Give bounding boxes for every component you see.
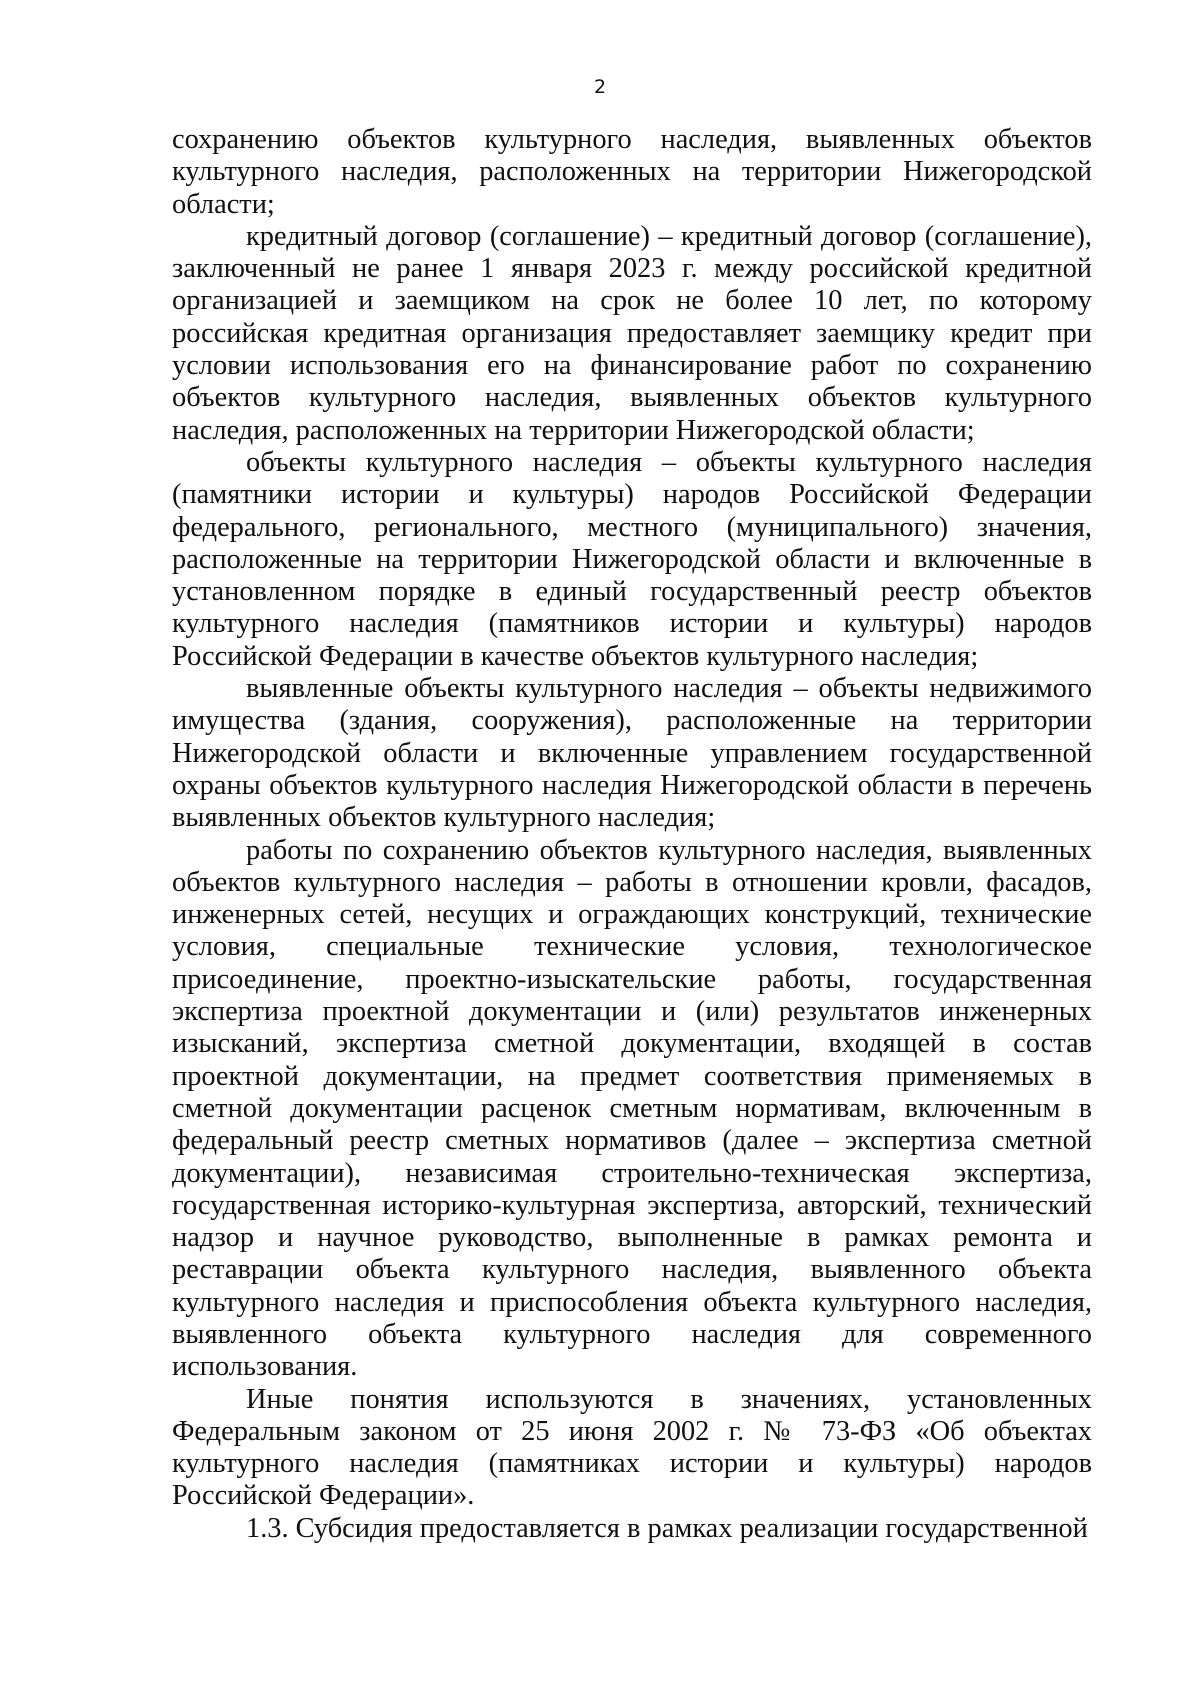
paragraph-other-terms: Иные понятия используются в значениях, установленных Федеральным законом от 25 июня 2002 г. № 73-ФЗ «Об объектах культурного наследия (памятниках истории и культуры) народов Российской Федерации». (172, 1383, 1092, 1512)
paragraph-section-1-3: 1.3. Субсидия предоставляется в рамках реализации государственной (246, 1512, 1088, 1544)
document-body (172, 124, 1092, 1545)
paragraph-credit-agreement-definition: кредитный договор (соглашение) – кредитный договор (соглашение), заключенный не ранее 1 января 2023 г. между российской кредитной организацией и заемщиком на срок не более 10 лет, по которому российская кредитная организация предоставляет заемщику кредит при условии использования его на финансирование работ по сохранению объектов культурного наследия, выявленных объектов культурного наследия, расположенных на территории Нижегородской области; (172, 220, 1092, 446)
paragraph-preservation-works-definition: работы по сохранению объектов культурного наследия, выявленных объектов культурного наследия – работы в отношении кровли, фасадов, инженерных сетей, несущих и ограждающих конструкций, технические условия, специальные технические условия, технологическое присоединение, проектно-изыскательские работы, государственная экспертиза проектной документации и (или) результатов инженерных изысканий, экспертиза сметной документации, входящей в состав проектной документации, на предмет соответствия применяемых в сметной документации расценок сметным нормативам, включенным в федеральный реестр сметных нормативов (далее – экспертиза сметной документации), независимая строительно-техническая экспертиза, государственная историко-культурная экспертиза, авторский, технический надзор и научное руководство, выполненные в рамках ремонта и реставрации объекта культурного наследия, выявленного объекта культурного наследия и приспособления объекта культурного наследия, выявленного объекта культурного наследия для современного использования. (172, 834, 1092, 1383)
paragraph-heritage-objects-definition: объекты культурного наследия – объекты культурного наследия (памятники истории и культуры) народов Российской Федерации федерального, регионального, местного (муниципального) значения, расположенные на территории Нижегородской области и включенные в установленном порядке в единый государственный реестр объектов культурного наследия (памятников истории и культуры) народов Российской Федерации в качестве объектов культурного наследия; (172, 446, 1092, 672)
page-number: 2 (593, 76, 607, 98)
paragraph-identified-objects-definition: выявленные объекты культурного наследия – объекты недвижимого имущества (здания, сооружения), расположенные на территории Нижегородской области и включенные управлением государственной охраны объектов культурного наследия Нижегородской области в перечень выявленных объектов культурного наследия; (172, 673, 1092, 834)
paragraph-continuation: сохранению объектов культурного наследия, выявленных объектов культурного наследия, расположенных на территории Нижегородской области; (172, 124, 1092, 220)
